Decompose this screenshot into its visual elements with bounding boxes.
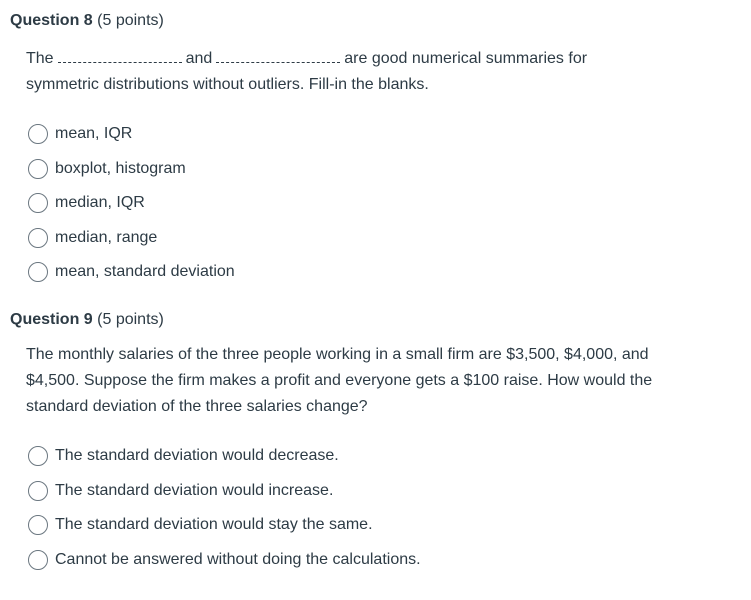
question-8-option-5[interactable] (28, 255, 235, 290)
question-8-text-part3: are good numerical summaries for (344, 50, 588, 67)
question-8-options (28, 117, 235, 290)
radio-button[interactable] (28, 159, 48, 179)
question-8-text-part2: and (185, 50, 213, 67)
option-label: The standard deviation would increase. (55, 481, 334, 499)
question-9-option-2[interactable] (28, 474, 421, 509)
option-label: median, range (55, 228, 158, 246)
question-8-option-1[interactable] (28, 117, 235, 152)
question-9-option-1[interactable] (28, 439, 421, 474)
option-label: mean, standard deviation (55, 263, 235, 281)
question-9-points: (5 points) (97, 311, 164, 328)
radio-button[interactable] (28, 193, 48, 213)
radio-button[interactable] (28, 446, 48, 466)
radio-button[interactable] (28, 515, 48, 535)
radio-button[interactable] (28, 550, 48, 570)
question-8-points: (5 points) (97, 12, 164, 29)
fill-in-blank-1 (58, 50, 182, 63)
radio-button[interactable] (28, 124, 48, 144)
question-8-text-part1: The (26, 50, 54, 67)
question-9-options (28, 439, 421, 577)
option-label: The standard deviation would decrease. (55, 447, 339, 465)
option-label: mean, IQR (55, 125, 133, 143)
question-9-title: Question 9 (10, 311, 93, 328)
question-9-text: The monthly salaries of the three people working in a small firm are $3,500, $4,000, and $4,500. Suppose the firm makes a profit and everyone gets a $100 raise. How would the standard deviation of the three salaries change? (26, 346, 653, 415)
radio-button[interactable] (28, 481, 48, 501)
option-label: The standard deviation would stay the same. (55, 516, 373, 534)
fill-in-blank-2 (216, 50, 340, 63)
question-8-option-4[interactable] (28, 221, 235, 256)
radio-button[interactable] (28, 228, 48, 248)
question-9-option-3[interactable] (28, 508, 421, 543)
radio-button[interactable] (28, 262, 48, 282)
question-8-text-line2: symmetric distributions without outliers. Fill-in the blanks. (26, 76, 429, 93)
option-label: median, IQR (55, 194, 145, 212)
question-8-title: Question 8 (10, 12, 93, 29)
question-8-option-3[interactable] (28, 186, 235, 221)
option-label: Cannot be answered without doing the calculations. (55, 550, 421, 568)
option-label: boxplot, histogram (55, 159, 186, 177)
question-9-header (10, 310, 164, 330)
question-9-option-4[interactable] (28, 543, 421, 578)
question-8-header (10, 11, 164, 31)
question-8-option-2[interactable] (28, 152, 235, 187)
question-8-text (26, 46, 726, 98)
